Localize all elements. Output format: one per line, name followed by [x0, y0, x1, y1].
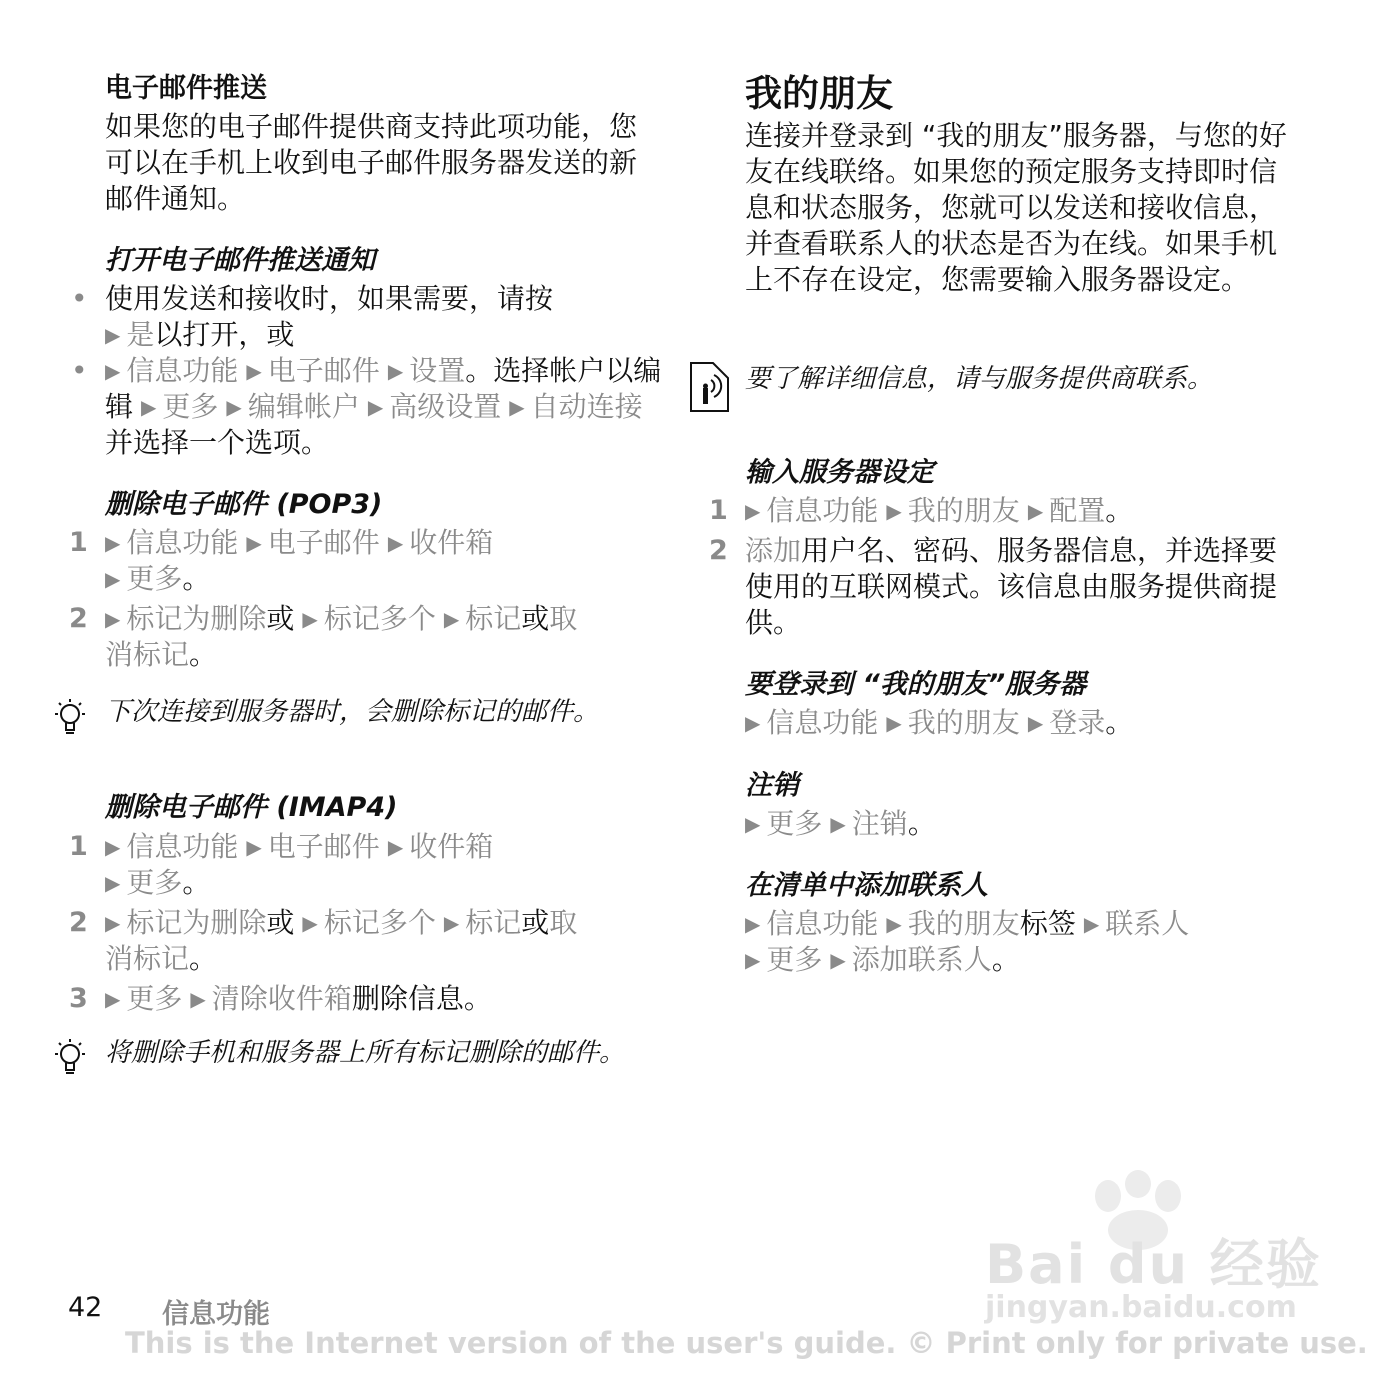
arrow-icon: ▶: [105, 911, 121, 935]
arrow-icon: ▶: [105, 607, 121, 631]
arrow-icon: ▶: [443, 607, 460, 631]
friends-title: 我的朋友: [745, 72, 893, 115]
menu-more[interactable]: 更多: [126, 982, 183, 1015]
arrow-icon: ▶: [745, 812, 761, 836]
arrow-icon: ▶: [830, 812, 846, 836]
menu-mark-several[interactable]: 标记多个: [323, 906, 436, 939]
arrow-icon: ▶: [387, 835, 404, 859]
menu-login[interactable]: 登录: [1049, 706, 1106, 739]
menu-contacts[interactable]: 联系人: [1105, 907, 1190, 940]
step-1: 1 ▶ 信息功能 ▶ 电子邮件 ▶ 收件箱 ▶ 更多。: [69, 830, 494, 899]
menu-my-friends[interactable]: 我的朋友: [907, 494, 1020, 527]
step-number: 1: [69, 527, 88, 558]
menu-my-friends[interactable]: 我的朋友: [907, 706, 1020, 739]
arrow-icon: ▶: [745, 912, 761, 936]
operator-service-icon: [688, 360, 734, 418]
arrow-icon: ▶: [387, 531, 404, 555]
arrow-icon: ▶: [745, 711, 761, 735]
list-item: • ▶ 信息功能 ▶ 电子邮件 ▶ 设置。选择帐户以编辑 ▶ 更多 ▶ 编辑帐户 ▶ 高级设置 ▶ 自动连接并选择一个选项。: [71, 354, 662, 459]
menu-auto-connect[interactable]: 自动连接: [530, 390, 643, 423]
arrow-icon: ▶: [105, 835, 121, 859]
menu-unmark[interactable]: 取: [549, 906, 578, 939]
login-title: 要登录到 “我的朋友”服务器: [745, 669, 1087, 700]
arrow-icon: ▶: [302, 911, 318, 935]
arrow-icon: ▶: [226, 395, 242, 419]
add-contact-title: 在清单中添加联系人: [745, 870, 988, 901]
login-path: ▶ 信息功能 ▶ 我的朋友 ▶ 登录。: [745, 706, 1134, 739]
pop3-title: 删除电子邮件 (POP3): [105, 489, 383, 520]
menu-messaging[interactable]: 信息功能: [766, 494, 879, 527]
menu-more[interactable]: 更多: [766, 807, 823, 840]
step-number: 3: [69, 983, 88, 1014]
arrow-icon: ▶: [443, 911, 460, 935]
step-1: 1 ▶ 信息功能 ▶ 我的朋友 ▶ 配置。: [709, 494, 1134, 527]
menu-advanced[interactable]: 高级设置: [389, 390, 502, 423]
disclaimer: This is the Internet version of the user's guide. © Print only for private use.: [125, 1326, 1368, 1360]
settings-title: 输入服务器设定: [745, 457, 934, 488]
logout-title: 注销: [745, 770, 799, 801]
push-title: 电子邮件推送: [105, 73, 267, 104]
menu-email[interactable]: 电子邮件: [267, 830, 380, 863]
menu-mark-several[interactable]: 标记多个: [323, 602, 436, 635]
menu-mark[interactable]: 标记: [465, 602, 522, 635]
menu-mark-delete[interactable]: 标记为删除: [126, 602, 267, 635]
arrow-icon: ▶: [105, 323, 121, 347]
arrow-icon: ▶: [105, 567, 121, 591]
menu-messaging[interactable]: 信息功能: [126, 830, 239, 863]
menu-inbox[interactable]: 收件箱: [409, 830, 494, 863]
menu-mark[interactable]: 标记: [465, 906, 522, 939]
arrow-icon: ▶: [387, 359, 404, 383]
step-2: 2 ▶ 标记为删除或 ▶ 标记多个 ▶ 标记或取 消标记。: [69, 906, 578, 975]
menu-inbox[interactable]: 收件箱: [409, 526, 494, 559]
menu-logout[interactable]: 注销: [851, 807, 908, 840]
list-item: • 使用发送和接收时，如果需要，请按 ▶ 是以打开，或: [71, 282, 554, 351]
menu-messaging[interactable]: 信息功能: [766, 706, 879, 739]
step-2: 2 添加用户名、密码、服务器信息，并选择要使用的互联网模式。该信息由服务提供商提供。: [709, 534, 1278, 639]
menu-email[interactable]: 电子邮件: [267, 526, 380, 559]
step-number: 1: [69, 831, 88, 862]
logout-path: ▶ 更多 ▶ 注销。: [745, 807, 936, 840]
arrow-icon: ▶: [886, 711, 902, 735]
arrow-icon: ▶: [745, 499, 761, 523]
step-number: 2: [69, 603, 88, 634]
menu-messaging[interactable]: 信息功能: [126, 354, 239, 387]
watermark-brand: Bai du 经验: [985, 1233, 1322, 1296]
add-contact-path: ▶ 信息功能 ▶ 我的朋友标签 ▶ 联系人 ▶ 更多 ▶ 添加联系人。: [745, 907, 1190, 976]
menu-clear-inbox[interactable]: 清除收件箱: [211, 982, 352, 1015]
arrow-icon: ▶: [886, 912, 902, 936]
bullet-icon: •: [71, 354, 88, 387]
menu-add-contact[interactable]: 添加联系人: [851, 943, 992, 976]
friends-body: 连接并登录到 “我的朋友”服务器，与您的好友在线联络。如果您的预定服务支持即时信息和状态服务，您就可以发送和接收信息，并查看联系人的状态是否为在线。如果手机上不存在设定，您需要输入服务器设定。: [745, 119, 1287, 296]
pop3-note: 下次连接到服务器时，会删除标记的邮件。: [105, 697, 600, 727]
arrow-icon: ▶: [105, 987, 121, 1011]
menu-unmark[interactable]: 取: [549, 602, 578, 635]
menu-more[interactable]: 更多: [126, 562, 183, 595]
step-number: 2: [709, 535, 728, 566]
step-number: 2: [69, 907, 88, 938]
arrow-icon: ▶: [190, 987, 206, 1011]
menu-edit-account[interactable]: 编辑帐户: [247, 390, 360, 423]
push-body: 如果您的电子邮件提供商支持此项功能，您可以在手机上收到电子邮件服务器发送的新邮件通知。: [105, 110, 638, 215]
imap4-title: 删除电子邮件 (IMAP4): [105, 792, 398, 823]
lightbulb-icon: [50, 1036, 90, 1084]
arrow-icon: ▶: [246, 835, 262, 859]
menu-add[interactable]: 添加: [745, 534, 802, 567]
step-1: 1 ▶ 信息功能 ▶ 电子邮件 ▶ 收件箱 ▶ 更多。: [69, 526, 494, 595]
arrow-icon: ▶: [509, 395, 525, 419]
watermark-url: jingyan.baidu.com: [985, 1290, 1297, 1325]
menu-more[interactable]: 更多: [766, 943, 823, 976]
menu-mark-delete[interactable]: 标记为删除: [126, 906, 267, 939]
arrow-icon: ▶: [830, 948, 846, 972]
menu-messaging[interactable]: 信息功能: [126, 526, 239, 559]
menu-email[interactable]: 电子邮件: [267, 354, 380, 387]
menu-settings[interactable]: 设置: [409, 354, 466, 387]
arrow-icon: ▶: [141, 395, 157, 419]
arrow-icon: ▶: [105, 531, 121, 555]
arrow-icon: ▶: [1027, 499, 1044, 523]
arrow-icon: ▶: [246, 359, 262, 383]
arrow-icon: ▶: [1083, 912, 1100, 936]
lightbulb-icon: [50, 696, 90, 744]
arrow-icon: ▶: [105, 359, 121, 383]
arrow-icon: ▶: [886, 499, 902, 523]
section-title: 信息功能: [162, 1299, 270, 1330]
arrow-icon: ▶: [246, 531, 262, 555]
settings-steps: [709, 493, 1305, 641]
push-on-list: [71, 281, 665, 461]
imap4-note: 将删除手机和服务器上所有标记删除的邮件。: [105, 1038, 626, 1068]
menu-yes[interactable]: 是: [126, 318, 155, 351]
menu-configure[interactable]: 配置: [1049, 494, 1106, 527]
step-number: 1: [709, 495, 728, 526]
menu-my-friends[interactable]: 我的朋友: [907, 907, 1020, 940]
step-3: 3 ▶ 更多 ▶ 清除收件箱删除信息。: [69, 982, 492, 1015]
push-on-title: 打开电子邮件推送通知: [105, 245, 375, 276]
pop3-steps: [69, 525, 665, 673]
arrow-icon: ▶: [745, 948, 761, 972]
bullet-icon: •: [71, 282, 88, 315]
imap4-steps: [69, 829, 665, 1017]
arrow-icon: ▶: [105, 871, 121, 895]
arrow-icon: ▶: [1027, 711, 1044, 735]
menu-more[interactable]: 更多: [126, 866, 183, 899]
page-number: 42: [68, 1292, 103, 1323]
menu-more[interactable]: 更多: [162, 390, 219, 423]
arrow-icon: ▶: [367, 395, 384, 419]
operator-note: 要了解详细信息，请与服务提供商联系。: [745, 364, 1214, 394]
arrow-icon: ▶: [302, 607, 318, 631]
menu-messaging[interactable]: 信息功能: [766, 907, 879, 940]
step-2: 2 ▶ 标记为删除或 ▶ 标记多个 ▶ 标记或取 消标记。: [69, 602, 578, 671]
